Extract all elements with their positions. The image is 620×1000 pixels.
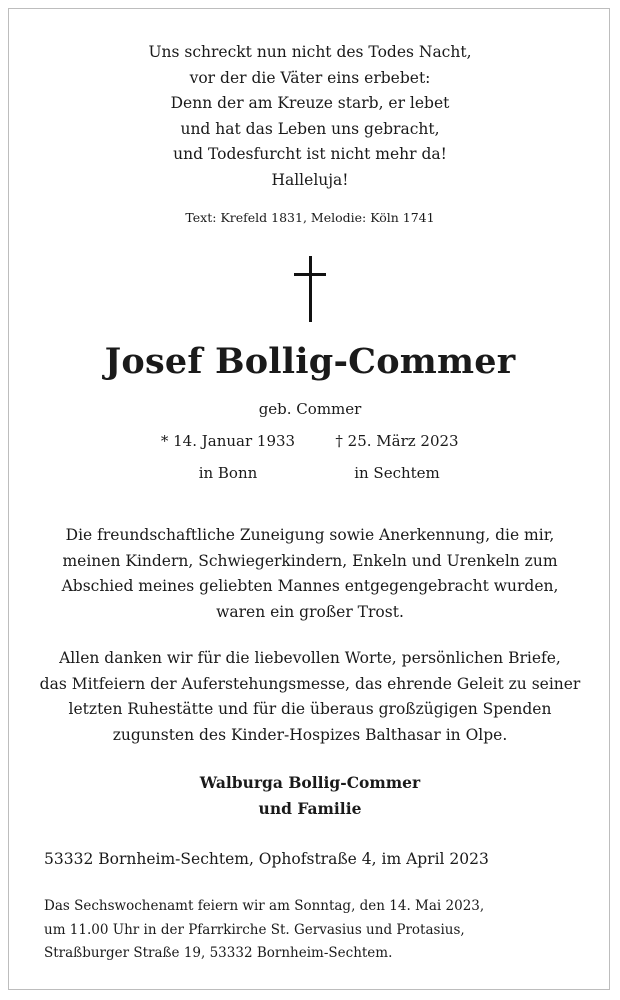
birth-date: * 14. Januar 1933 [160, 432, 296, 450]
poem-line: Denn der am Kreuze starb, er lebet [170, 94, 450, 112]
paragraph-line: Die freundschaftliche Zuneigung sowie Anerkennung, die mir, [65, 526, 555, 544]
death-info [287, 430, 507, 494]
poem-credit: Text: Krefeld 1831, Melodie: Köln 1741 [185, 210, 435, 225]
poem-line: vor der die Väter eins erbebet: [189, 68, 431, 87]
paragraph-line: letzten Ruhestätte und für die überaus großzügigen Spenden [68, 700, 552, 718]
signature-name: Walburga Bollig-Commer [199, 773, 421, 792]
paragraph-line: meinen Kindern, Schwiegerkindern, Enkeln und Urenkeln zum [62, 551, 558, 570]
address-line: 53332 Bornheim-Sechtem, Ophofstraße 4, im April 2023 [44, 850, 489, 868]
gratitude-paragraph-1 [0, 523, 620, 625]
mass-notice-line: Straßburger Straße 19, 53332 Bornheim-Sechtem. [44, 945, 393, 961]
poem-line: Halleluja! [271, 170, 349, 189]
paragraph-line: zugunsten des Kinder-Hospizes Balthasar in Olpe. [112, 725, 508, 744]
death-place: in Sechtem [354, 464, 440, 482]
birth-name: geb. Commer [258, 400, 362, 418]
mass-notice-line: um 11.00 Uhr in der Pfarrkirche St. Gervasius und Protasius, [44, 921, 465, 938]
poem-line: Uns schreckt nun nicht des Todes Nacht, [148, 43, 472, 61]
paragraph-line: Abschied meines geliebten Mannes entgegengebracht wurden, [61, 577, 559, 595]
paragraph-line: das Mitfeiern der Auferstehungsmesse, das ehrende Geleit zu seiner [39, 674, 581, 693]
signature-block [0, 770, 620, 821]
signature-family: und Familie [258, 798, 362, 818]
poem-line: und Todesfurcht ist nicht mehr da! [173, 145, 447, 163]
life-dates [0, 430, 620, 486]
paragraph-line: waren ein großer Trost. [216, 602, 404, 621]
latin-cross-icon [294, 256, 326, 322]
paragraph-line: Allen danken wir für die liebevollen Worte, persönlichen Briefe, [59, 649, 561, 667]
deceased-name: Josef Bollig-Commer [104, 341, 516, 382]
mass-notice-line: Das Sechswochenamt feiern wir am Sonntag, den 14. Mai 2023, [44, 898, 485, 914]
birth-place: in Bonn [198, 464, 258, 482]
mass-notice [44, 895, 484, 966]
poem-line: und hat das Leben uns gebracht, [180, 119, 440, 138]
poem-verse [0, 40, 620, 193]
gratitude-paragraph-2 [0, 646, 620, 748]
death-date: † 25. März 2023 [335, 432, 459, 450]
